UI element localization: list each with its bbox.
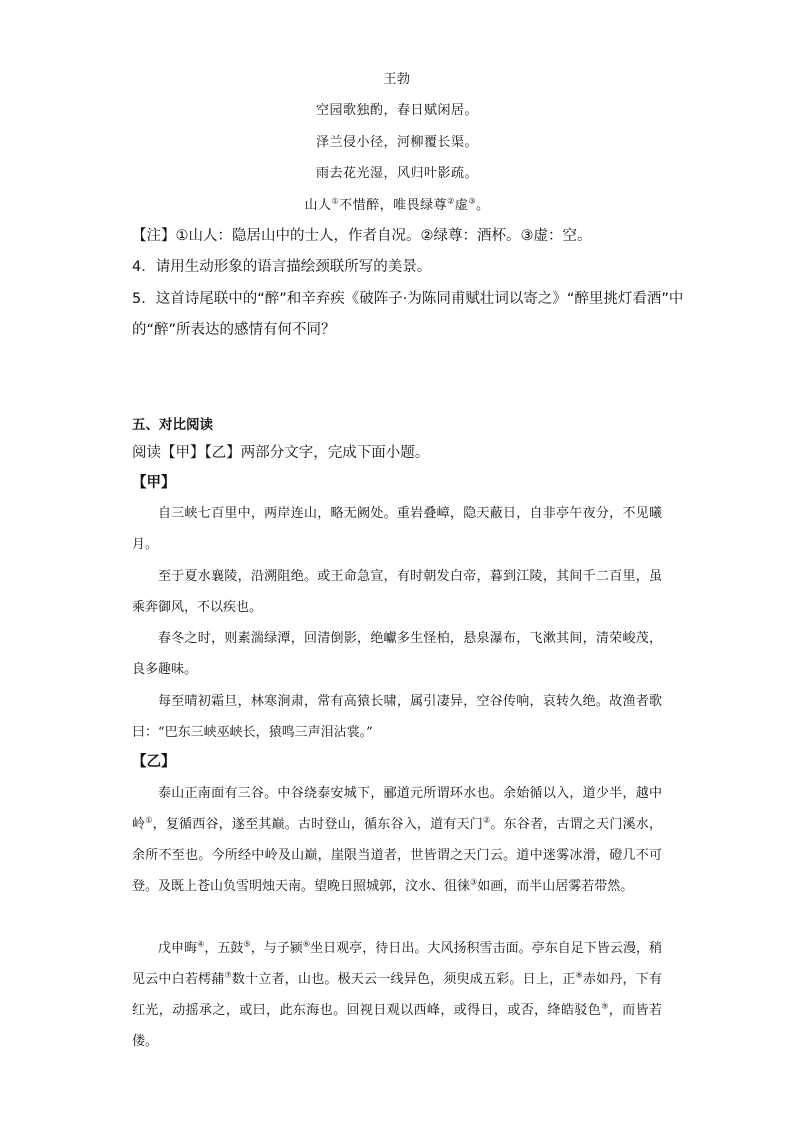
- footnote-mark: ⑤: [243, 939, 251, 949]
- poem-line-2: 泽兰侵小径，河柳覆长渠。: [315, 135, 478, 150]
- poem-line-3: 雨去花光湿，风归叶影疏。: [315, 166, 478, 181]
- section-title: 五、对比阅读: [132, 417, 213, 433]
- yi-paragraph-2: 戊申晦④，五鼓⑤，与子颍⑥坐日观亭，待日出。大风扬积雪击面。亭东自足下皆云漫，稍见云中白若樗蒱⑦数十立者，山也。极天云一线异色，须臾成五彩。日上，正⑧赤如丹，下有红光，动摇承之，或曰，此东海也。回视日观以西峰，或得日，或否，绛皓驳色⑨，而皆若偻。: [132, 939, 663, 1049]
- footnote-mark: ②: [483, 815, 491, 825]
- jia-paragraph-3: 春冬之时，则素湍绿潭，回清倒影，绝巘多生怪柏，悬泉瀑布，飞漱其间，清荣峻茂，良多趣味。: [132, 631, 662, 677]
- question-5-line-1: 5．这首诗尾联中的“醉”和辛弃疾《破阵子·为陈同甫赋壮词以寄之》“醉里挑灯看酒”中: [132, 291, 684, 307]
- footnote-mark: ①: [145, 815, 153, 825]
- jia-paragraph-4: 每至晴初霜旦，林寒涧肃，常有高猿长啸，属引凄异，空谷传响，哀转久绝。故渔者歌曰：“巴东三峡巫峡长，猿鸣三声泪沾裳。”: [132, 694, 662, 740]
- footnote-mark: ⑥: [302, 939, 311, 949]
- poem-line-4: 山人①不惜醉，唯畏绿尊②虚③。: [304, 196, 490, 213]
- section-instruction: 阅读【甲】【乙】两部分文字，完成下面小题。: [132, 445, 430, 461]
- footnote-mark: ③: [470, 877, 478, 887]
- footnote-mark: ⑨: [601, 1001, 609, 1011]
- jia-paragraph-2: 至于夏水襄陵，沿溯阻绝。或王命急宣，有时朝发白帝，暮到江陵，其间千二百里，虽乘奔御风，不以疾也。: [132, 569, 662, 615]
- footnote-mark: ⑦: [224, 970, 232, 980]
- label-yi: 【乙】: [132, 754, 176, 770]
- poem-author: 王勃: [383, 72, 411, 87]
- footnote-mark: ③: [468, 196, 477, 206]
- footnote-mark: ④: [197, 939, 205, 949]
- footnote-mark: ②: [447, 196, 455, 206]
- poem-note: 【注】①山人：隐居山中的士人，作者自况。②绿尊：酒杯。③虚：空。: [132, 228, 592, 244]
- yi-paragraph-1: 泰山正南面有三谷。中谷绕泰安城下，郦道元所谓环水也。余始循以入，道少半，越中岭①，复循西谷，遂至其巅。古时登山，循东谷入，道有天门②。东谷者，古谓之天门溪水，余所不至也。今所经中岭及山巅，崖限当道者，世皆谓之天门云。道中迷雾冰滑，磴几不可登。及既上苍山负雪明烛天南。望晚日照城郭，汶水、徂徕③如画，而半山居雾若带然。: [132, 786, 662, 894]
- jia-paragraph-1: 自三峡七百里中，两岸连山，略无阙处。重岩叠嶂，隐天蔽日，自非亭午夜分，不见曦月。: [132, 506, 662, 552]
- question-5-line-2: 的“醉”所表达的感情有何不同？: [132, 322, 336, 338]
- question-4: 4．请用生动形象的语言描绘颈联所写的美景。: [132, 259, 432, 275]
- footnote-mark: ①: [331, 196, 340, 206]
- label-jia: 【甲】: [132, 475, 176, 491]
- poem-line-1: 空园歌独酌，春日赋闲居。: [315, 103, 478, 118]
- footnote-mark: ⑧: [575, 970, 583, 980]
